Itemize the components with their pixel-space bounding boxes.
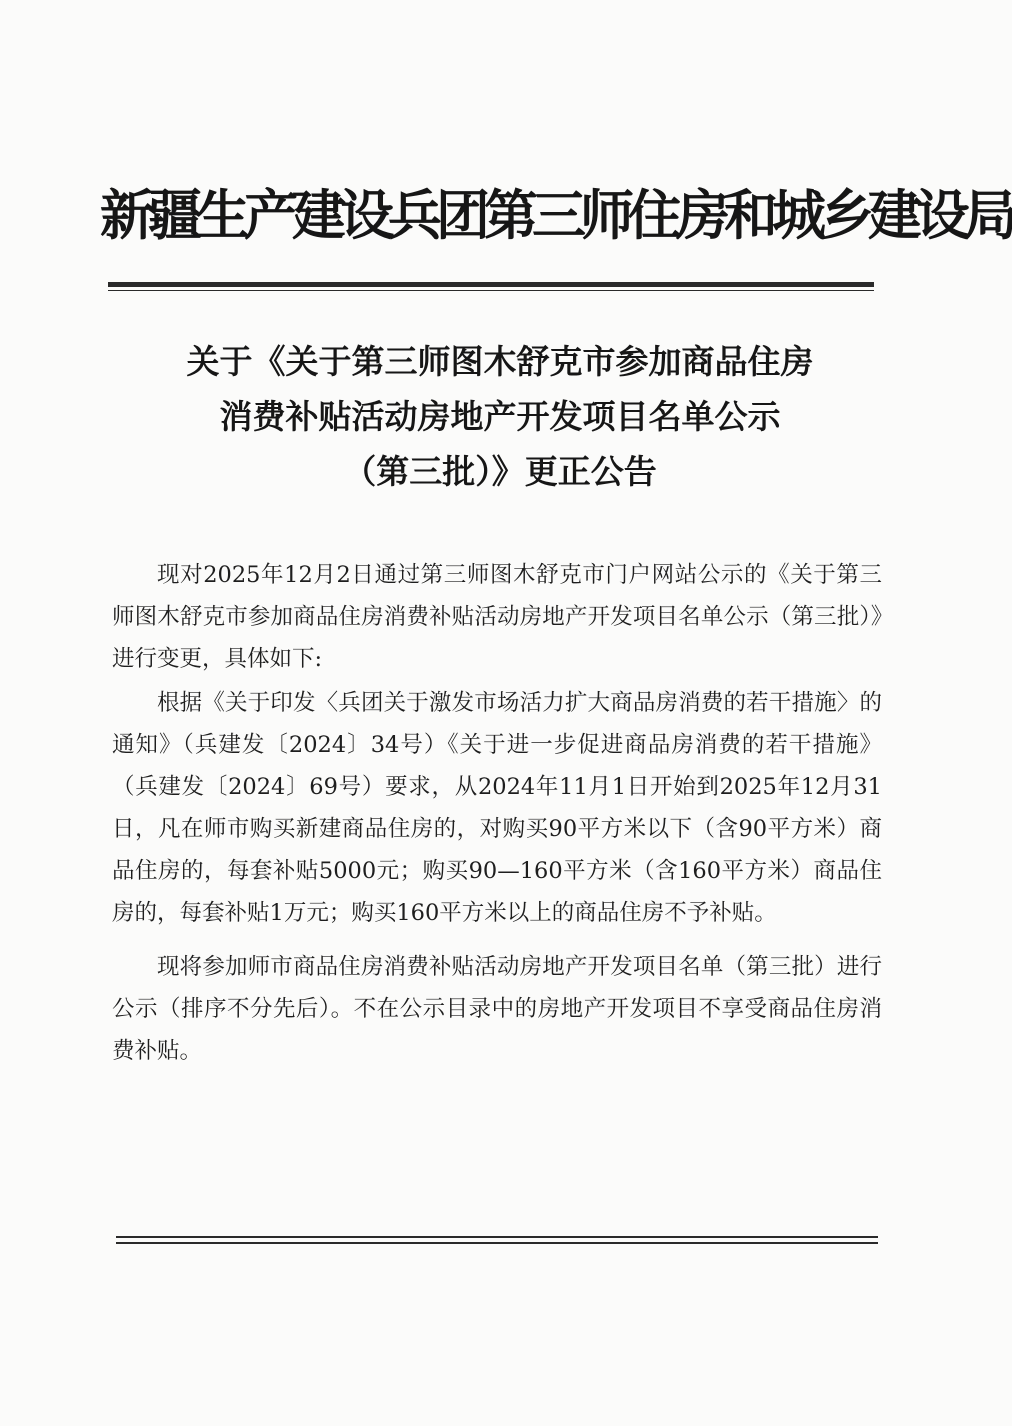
notice-title-line-1: 关于《关于第三师图木舒克市参加商品住房	[186, 342, 814, 381]
header-divider-thin	[108, 290, 874, 291]
footer-divider-1	[116, 1236, 878, 1238]
footer-divider-2	[116, 1242, 878, 1244]
notice-title-line-3: （第三批）》更正公告	[343, 452, 657, 491]
organization-header: 新疆生产建设兵团第三师住房和城乡建设局	[100, 184, 1012, 247]
body-paragraph-3: 现将参加师市商品住房消费补贴活动房地产开发项目名单（第三批）进行公示（排序不分先后）。不在公示目录中的房地产开发项目不享受商品住房消费补贴。	[112, 954, 882, 1064]
body-paragraph-2: 根据《关于印发〈兵团关于激发市场活力扩大商品房消费的若干措施〉的通知》（兵建发〔2024〕34号）《关于进一步促进商品房消费的若干措施》（兵建发〔2024〕69号）要求，从2024年11月1日开始到2025年12月31日，凡在师市购买新建商品住房的，对购买90平方米以下（含90平方米）商品住房的，每套补贴5000元；购买90—160平方米（含160平方米）商品住房的，每套补贴1万元；购买160平方米以上的商品住房不予补贴。	[112, 690, 882, 926]
notice-title-line-2: 消费补贴活动房地产开发项目名单公示	[219, 397, 781, 436]
body-paragraph-1: 现对2025年12月2日通过第三师图木舒克市门户网站公示的《关于第三师图木舒克市参加商品住房消费补贴活动房地产开发项目名单公示（第三批）》进行变更，具体如下:	[112, 562, 882, 672]
notice-body	[112, 554, 882, 1072]
header-divider-thick	[108, 282, 874, 287]
notice-title	[100, 334, 900, 499]
